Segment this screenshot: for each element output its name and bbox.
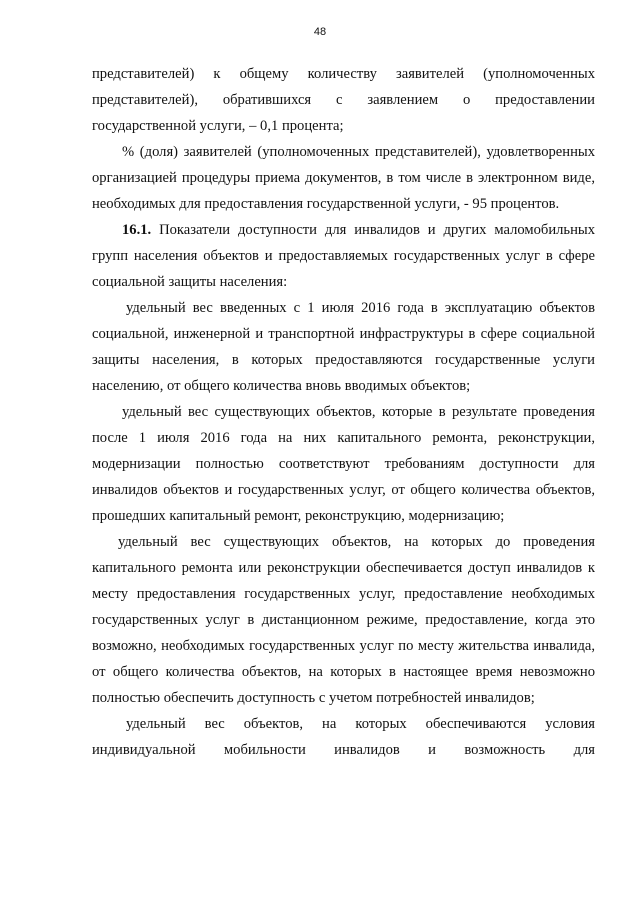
section-16-1 — [92, 217, 595, 295]
section-heading-text: Показатели доступности для инвалидов и других маломобильных групп населения объектов и предоставляемых государственных услуг в сфере социальной защиты населения: — [92, 222, 595, 290]
paragraph-access-before-renovation: удельный вес существующих объектов, на которых до проведения капитального ремонта или реконструкции обеспечивается доступ инвалидов к месту предоставления государственных услуг, предоставление необходимых государственных услуг в дистанционном режиме, предоставление, когда это возможно, необходимых государственных услуг по месту жительства инвалида, от общего количества объектов, на которых в настоящее время невозможно полностью обеспечить доступность с учетом потребностей инвалидов; — [92, 534, 595, 706]
paragraph-satisfied-applicants: % (доля) заявителей (уполномоченных представителей), удовлетворенных организацией процедуры приема документов, в том числе в электронном виде, необходимых для предоставления государственной услуги, - 95 процентов. — [92, 144, 595, 212]
paragraph-individual-mobility: удельный вес объектов, на которых обеспечиваются условия индивидуальной мобильности инвалидов и возможность для — [92, 716, 595, 758]
paragraph-renovated-objects: удельный вес существующих объектов, которые в результате проведения после 1 июля 2016 года на них капитального ремонта, реконструкции, модернизации полностью соответствуют требованиям доступности для инвалидов объектов и государственных услуг, от общего количества объектов, прошедших капитальный ремонт, реконструкцию, модернизацию; — [92, 404, 595, 524]
page-number: 48 — [313, 26, 327, 38]
section-number: 16.1. — [122, 222, 152, 238]
document-body — [92, 61, 595, 763]
paragraph-new-objects: удельный вес введенных с 1 июля 2016 года в эксплуатацию объектов социальной, инженерной и транспортной инфраструктуры в сфере социальной защиты населения, в которых предоставляются государственные услуги населению, от общего количества вновь вводимых объектов; — [92, 300, 595, 394]
paragraph-applicants-share: представителей) к общему количеству заявителей (уполномоченных представителей), обратившихся с заявлением о предоставлении государственной услуги, – 0,1 процента; — [92, 66, 595, 134]
